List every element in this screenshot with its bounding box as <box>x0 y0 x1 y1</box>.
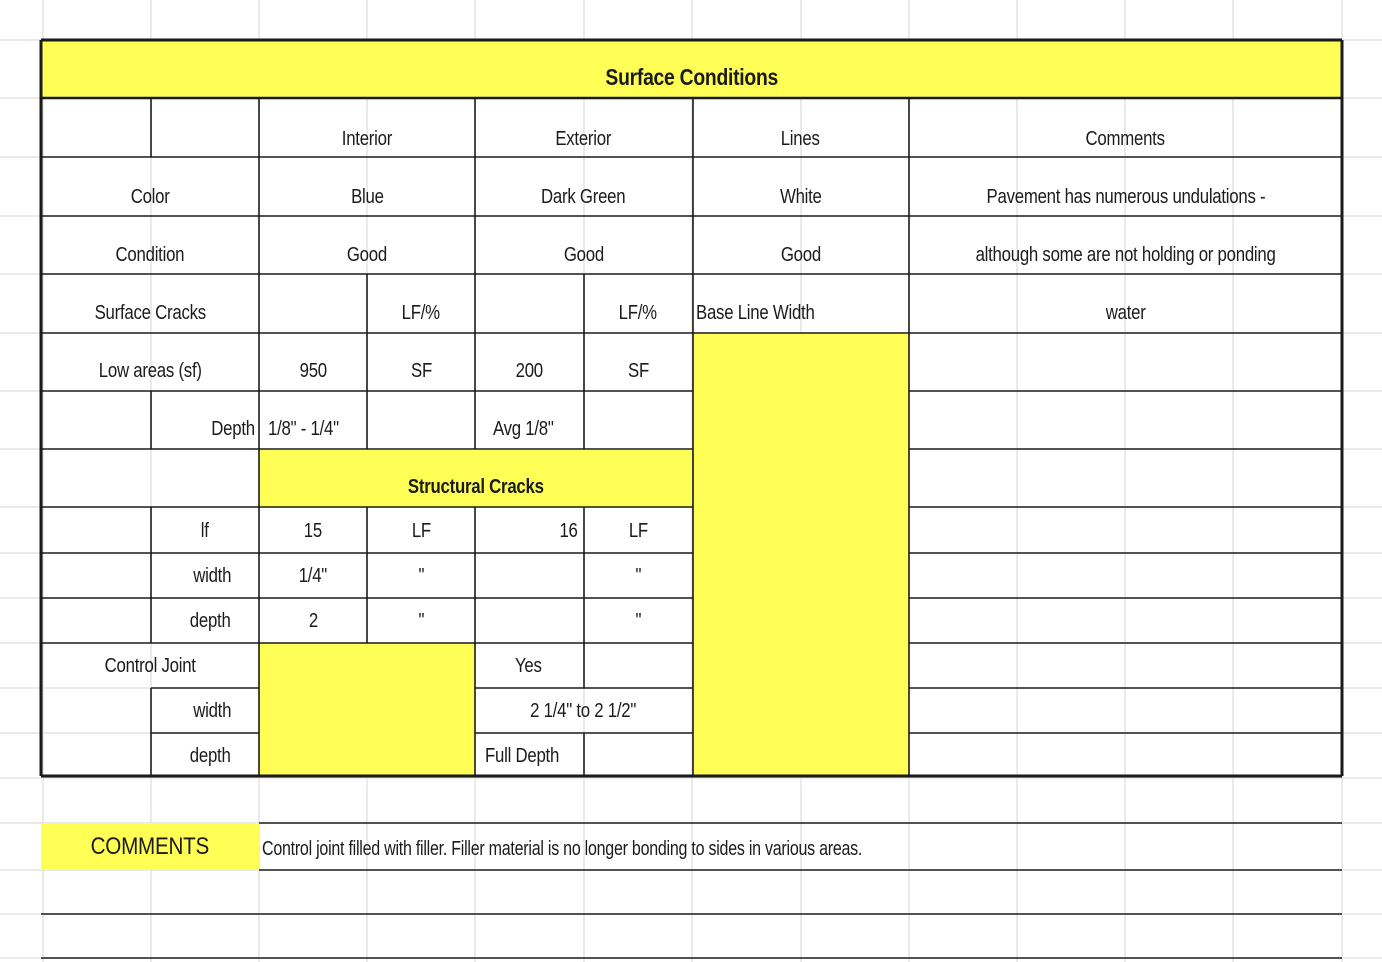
condition-lines: Good <box>780 243 821 266</box>
sc-row-label-depth: depth <box>190 610 231 632</box>
sc-depth-interior-unit: " <box>418 610 424 632</box>
header-lines: Lines <box>781 127 820 150</box>
condition-interior: Good <box>346 243 388 266</box>
cj-depth-value: Full Depth <box>485 745 560 767</box>
sc-lf-exterior-unit: LF <box>628 520 648 542</box>
cj-row-label-width: width <box>193 700 231 722</box>
row-label-condition: Condition <box>115 243 185 266</box>
sc-width-exterior-unit: " <box>635 565 641 587</box>
depth-exterior: Avg 1/8" <box>493 417 554 440</box>
color-lines: White <box>779 185 822 208</box>
row-label-color: Color <box>130 185 170 208</box>
depth-interior: 1/8" - 1/4" <box>268 417 339 440</box>
row-label-control-joint: Control Joint <box>104 655 196 677</box>
header-interior: Interior <box>341 127 393 150</box>
base-line-width-label: Base Line Width <box>696 301 815 324</box>
sc-depth-interior: 2 <box>308 610 318 632</box>
sc-lf-interior: 15 <box>303 520 323 542</box>
comments-label: COMMENTS <box>90 832 210 860</box>
lines-highlight-block <box>693 333 909 776</box>
sc-lf-interior-unit: LF <box>411 520 431 542</box>
sc-depth-exterior-unit: " <box>635 610 641 632</box>
cj-width-value: 2 1/4" to 2 1/2" <box>530 700 637 722</box>
low-areas-exterior-unit: SF <box>627 359 649 382</box>
sc-width-interior-unit: " <box>418 565 424 587</box>
cj-row-label-depth: depth <box>190 745 231 767</box>
comments-text: Control joint filled with filler. Filler material is no longer bonding to sides in various areas. <box>262 838 863 860</box>
sc-lf-exterior: 16 <box>559 520 578 542</box>
control-joint-interior-block <box>259 643 475 776</box>
row-label-surface-cracks: Surface Cracks <box>94 301 206 324</box>
color-exterior: Dark Green <box>541 185 626 208</box>
control-joint-value: Yes <box>515 655 542 677</box>
row-label-low-areas: Low areas (sf) <box>98 359 202 382</box>
comment-line-1: Pavement has numerous undulations - <box>986 185 1265 208</box>
surface-cracks-exterior-unit: LF/% <box>618 301 658 324</box>
low-areas-interior-unit: SF <box>410 359 432 382</box>
surface-cracks-interior-unit: LF/% <box>401 301 441 324</box>
header-comments: Comments <box>1085 127 1166 150</box>
color-interior: Blue <box>350 185 384 208</box>
table-title: Surface Conditions <box>605 63 778 90</box>
low-areas-exterior: 200 <box>515 359 544 382</box>
low-areas-interior: 950 <box>299 359 327 382</box>
sc-width-interior: 1/4" <box>298 565 328 587</box>
header-exterior: Exterior <box>555 127 612 150</box>
comment-line-2: although some are not holding or ponding <box>975 243 1276 266</box>
row-label-depth: Depth <box>211 417 255 440</box>
structural-cracks-title: Structural Cracks <box>407 475 544 498</box>
condition-exterior: Good <box>563 243 604 266</box>
sc-row-label-lf: lf <box>201 520 209 542</box>
comment-line-3: water <box>1105 301 1146 324</box>
sc-row-label-width: width <box>193 565 231 587</box>
